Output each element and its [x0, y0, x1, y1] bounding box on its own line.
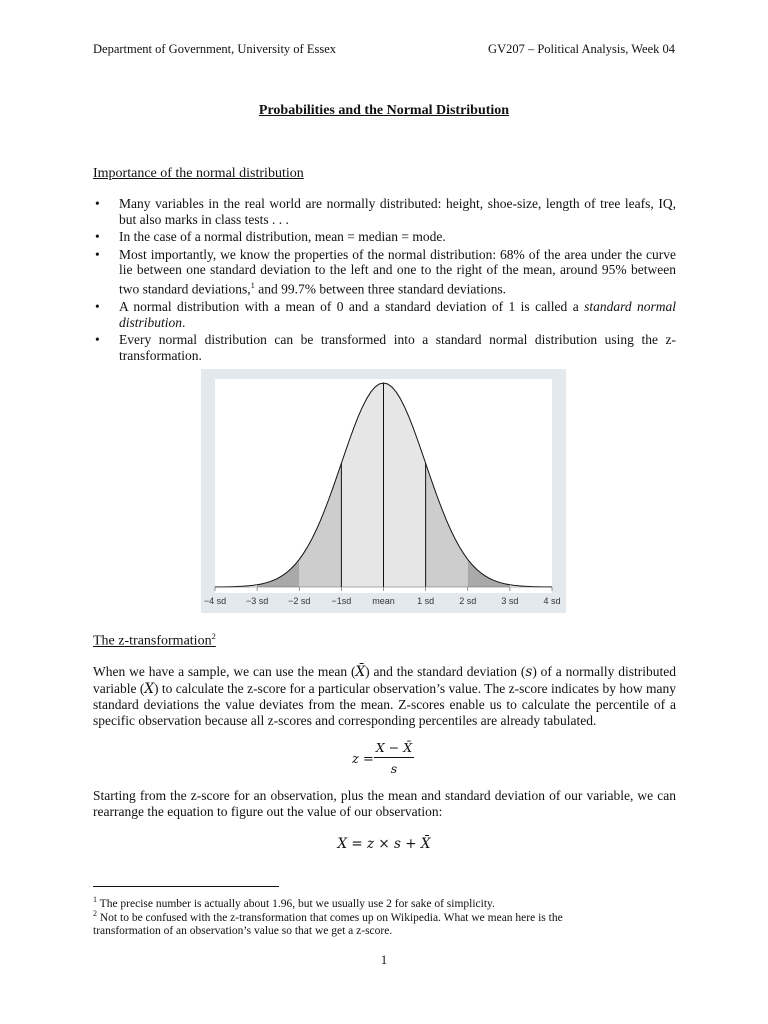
section-heading-z-transformation: The z-transformation$^2$ — [93, 631, 216, 649]
x-tick-label: −1sd — [331, 596, 352, 606]
paragraph-rearrange: Starting from the z-score for an observation, plus the mean and standard deviation of our variable, we can rearrange the equation to figure out the value of our observation: — [93, 788, 676, 819]
document-title: Probabilities and the Normal Distribution — [258, 103, 510, 118]
x-tick-label: 3 sd — [501, 596, 519, 606]
footnote-1: $^1$ The precise number is actually about 1.96, but we usually use 2 for sake of simplicity. — [93, 895, 495, 910]
z-formula-lhs: z = — [352, 752, 374, 767]
footnote-separator — [93, 886, 279, 887]
bullet-item: • A normal distribution with a mean of 0 and a standard deviation of 1 is called a standard normal distribution. — [93, 299, 676, 330]
x-tick-label: 1 sd — [417, 596, 435, 606]
page-number: 1 — [380, 953, 388, 967]
running-header-right: GV207 – Political Analysis, Week 04 — [488, 42, 675, 56]
normal-distribution-chart — [201, 369, 566, 613]
fraction-bar — [374, 757, 414, 758]
normal-distribution-figure — [201, 369, 566, 613]
x-tick-label: 2 sd — [459, 596, 477, 606]
bullet-item: • Many variables in the real world are normally distributed: height, shoe-size, length of tree leafs, IQ, but also marks in class tests . . . — [93, 196, 676, 227]
paragraph-z-score: When we have a sample, we can use the mean (X̄) and the standard deviation (s) of a normally distributed variable (X) to calculate the z-score for a particular observation’s value. The z-score indicates by how many standard deviations the value deviates from the mean. Z-scores enable us to calculate the percentile of a specific observation because all z-scores and corresponding percentiles are already tabulated. — [93, 664, 677, 728]
running-header-left: Department of Government, University of Essex — [93, 42, 336, 56]
footnote-ref-1: 1 — [250, 279, 255, 290]
section-heading-importance: Importance of the normal distribution — [93, 166, 304, 181]
x-formula: X = z × s + X̄ — [337, 836, 431, 852]
z-formula-denominator: s — [390, 761, 398, 776]
x-tick-label: 4 sd — [543, 596, 561, 606]
x-tick-label: −2 sd — [288, 596, 311, 606]
x-tick-label: mean — [372, 596, 395, 606]
footnote-2: $^2$ Not to be confused with the z-transformation that comes up on Wikipedia. What we mean here is the transformation of an observation’s value so that we get a z-score. — [93, 909, 563, 938]
z-formula-fraction — [374, 740, 414, 776]
footnote-ref-2: 2 — [211, 631, 216, 641]
x-tick-label: −4 sd — [203, 596, 227, 606]
bullet-item: • Every normal distribution can be transformed into a standard normal distribution using the z-transformation. — [93, 332, 676, 363]
z-formula-numerator: X − X̄ — [375, 740, 413, 755]
bullet-item: • In the case of a normal distribution, mean = median = mode. — [93, 229, 676, 245]
x-tick-label: −3 sd — [245, 596, 269, 606]
bullet-item: • Most importantly, we know the properties of the normal distribution: 68% of the area under the curve lie between one standard deviation to the left and one to the right of the mean, around 95% between two standard deviations,$^1$ and 99.7% between three standard deviations. — [93, 247, 676, 297]
bullet-list — [93, 196, 676, 365]
